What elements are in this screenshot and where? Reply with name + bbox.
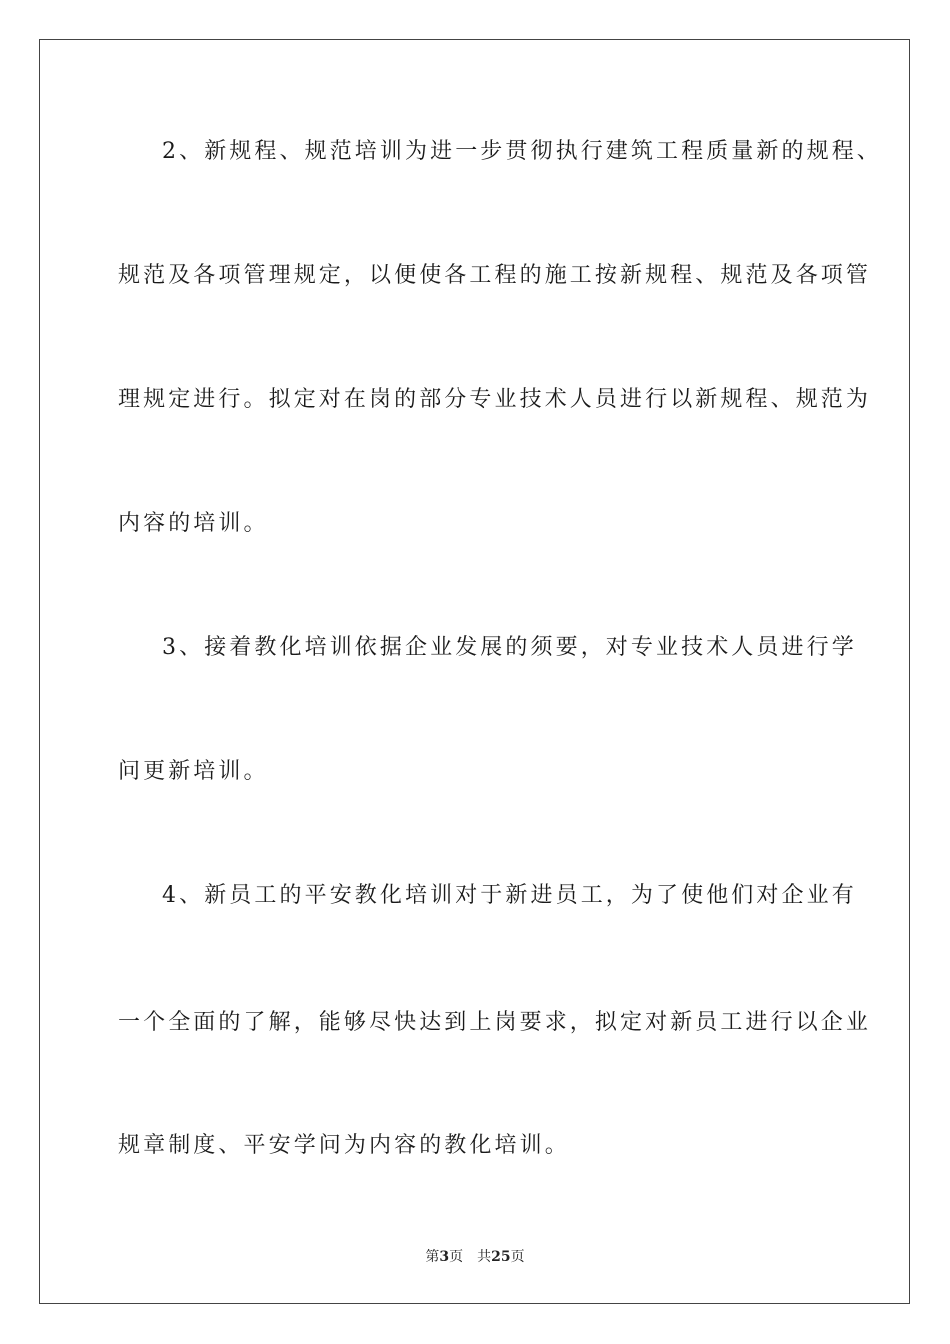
footer-page-prefix: 第 — [425, 1249, 440, 1265]
paragraph-2-line-1: 3、接着教化培训依据企业发展的须要，对专业技术人员进行学 — [162, 635, 857, 660]
footer-total-pages: 25 — [491, 1249, 511, 1265]
paragraph-3-line-2: 一个全面的了解，能够尽快达到上岗要求，拟定对新员工进行以企业 — [118, 1010, 872, 1035]
page-border — [39, 39, 910, 1304]
paragraph-1-line-3: 理规定进行。拟定对在岗的部分专业技术人员进行以新规程、规范为 — [118, 387, 872, 412]
footer-total-suffix: 页 — [510, 1249, 525, 1265]
paragraph-2-line-2: 问更新培训。 — [118, 759, 269, 784]
paragraph-1-line-1: 2、新规程、规范培训为进一步贯彻执行建筑工程质量新的规程、 — [162, 139, 882, 164]
paragraph-1-line-2: 规范及各项管理规定，以便使各工程的施工按新规程、规范及各项管 — [118, 263, 872, 288]
paragraph-1-line-4: 内容的培训。 — [118, 511, 269, 536]
paragraph-3-line-1: 4、新员工的平安教化培训对于新进员工，为了使他们对企业有 — [162, 883, 857, 908]
page-footer — [0, 1247, 950, 1267]
paragraph-3-line-3: 规章制度、平安学问为内容的教化培训。 — [118, 1133, 570, 1158]
footer-page-suffix: 页 — [449, 1249, 464, 1265]
footer-page-number: 3 — [439, 1249, 450, 1265]
footer-total-prefix: 共 — [477, 1249, 492, 1265]
